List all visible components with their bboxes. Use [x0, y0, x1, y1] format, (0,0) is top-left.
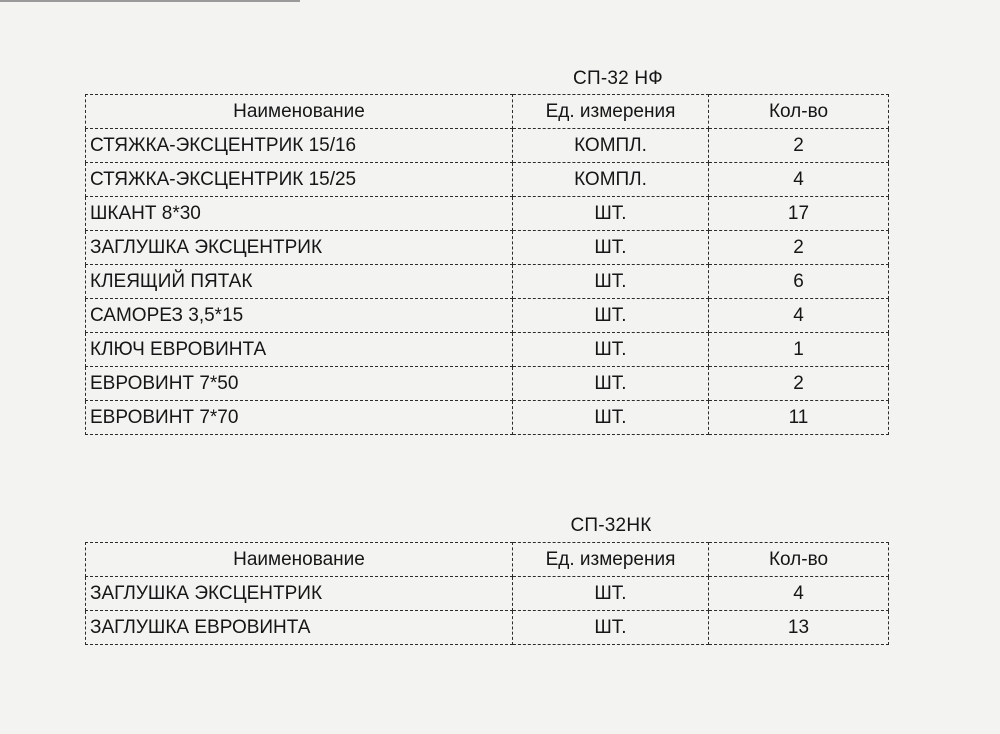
item-unit: ШТ.: [513, 299, 709, 333]
section-title-sp32nk: СП-32НК: [570, 515, 652, 536]
item-unit: ШТ.: [513, 367, 709, 401]
item-unit: ШТ.: [513, 611, 709, 645]
table-row: [86, 197, 889, 231]
item-unit: ШТ.: [513, 577, 709, 611]
table-header-row: [86, 543, 889, 577]
table-row: [86, 265, 889, 299]
item-unit: ШТ.: [513, 333, 709, 367]
spec-table-sp32nk: [85, 542, 889, 645]
item-name: КЛЮЧ ЕВРОВИНТА: [86, 333, 513, 367]
table-row: [86, 367, 889, 401]
item-unit: КОМПЛ.: [513, 163, 709, 197]
item-unit: ШТ.: [513, 265, 709, 299]
item-unit: ШТ.: [513, 231, 709, 265]
item-qty: 2: [709, 129, 889, 163]
item-name: ЗАГЛУШКА ЕВРОВИНТА: [86, 611, 513, 645]
item-qty: 11: [709, 401, 889, 435]
item-qty: 1: [709, 333, 889, 367]
item-name: КЛЕЯЩИЙ ПЯТАК: [86, 265, 513, 299]
table-row: [86, 231, 889, 265]
header-qty: Кол-во: [709, 95, 889, 129]
item-name: ЗАГЛУШКА ЭКСЦЕНТРИК: [86, 231, 513, 265]
item-name: ЕВРОВИНТ 7*50: [86, 367, 513, 401]
item-name: ЗАГЛУШКА ЭКСЦЕНТРИК: [86, 577, 513, 611]
item-name: САМОРЕЗ 3,5*15: [86, 299, 513, 333]
item-qty: 6: [709, 265, 889, 299]
item-name: ШКАНТ 8*30: [86, 197, 513, 231]
header-unit: Ед. измерения: [513, 95, 709, 129]
item-unit: ШТ.: [513, 401, 709, 435]
scan-top-edge: [0, 0, 300, 2]
item-unit: ШТ.: [513, 197, 709, 231]
table-row: [86, 299, 889, 333]
table-row: [86, 611, 889, 645]
item-qty: 2: [709, 367, 889, 401]
item-qty: 13: [709, 611, 889, 645]
item-qty: 4: [709, 299, 889, 333]
section-title-sp32nf: СП-32 НФ: [573, 68, 663, 89]
item-unit: КОМПЛ.: [513, 129, 709, 163]
item-name: СТЯЖКА-ЭКСЦЕНТРИК 15/16: [86, 129, 513, 163]
table-row: [86, 333, 889, 367]
table-header-row: [86, 95, 889, 129]
header-name: Наименование: [86, 543, 513, 577]
header-unit: Ед. измерения: [513, 543, 709, 577]
header-qty: Кол-во: [709, 543, 889, 577]
item-name: СТЯЖКА-ЭКСЦЕНТРИК 15/25: [86, 163, 513, 197]
table-row: [86, 129, 889, 163]
item-qty: 4: [709, 163, 889, 197]
table-row: [86, 577, 889, 611]
item-qty: 4: [709, 577, 889, 611]
spec-table-sp32nf: [85, 94, 889, 435]
table-row: [86, 401, 889, 435]
item-name: ЕВРОВИНТ 7*70: [86, 401, 513, 435]
item-qty: 2: [709, 231, 889, 265]
item-qty: 17: [709, 197, 889, 231]
header-name: Наименование: [86, 95, 513, 129]
table-row: [86, 163, 889, 197]
